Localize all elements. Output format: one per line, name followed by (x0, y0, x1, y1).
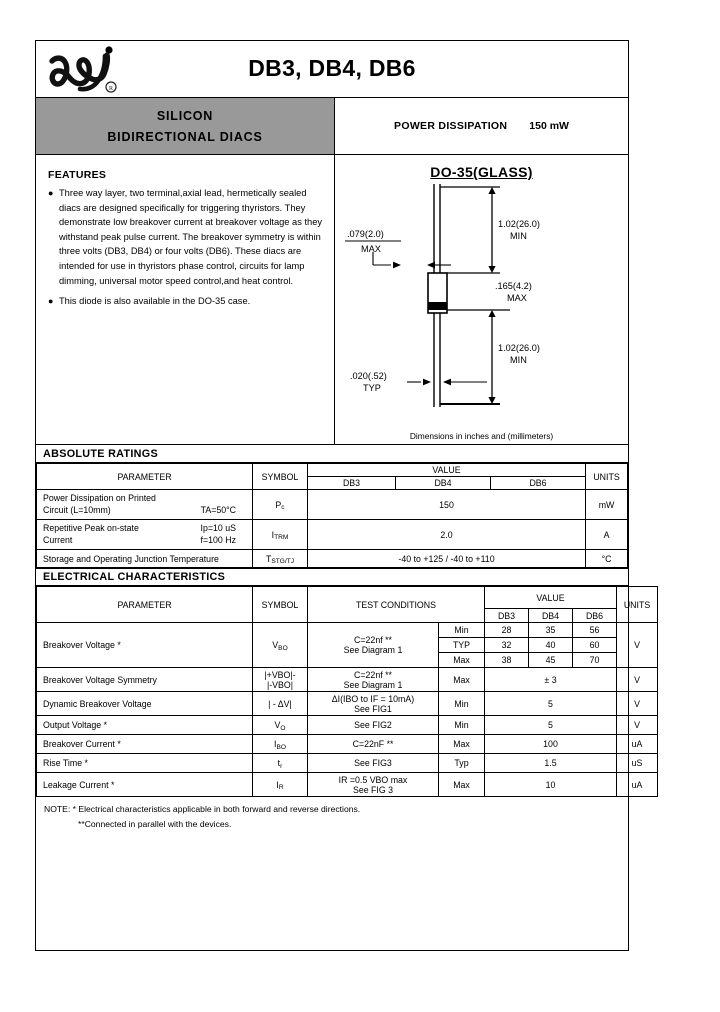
cell-qualifier: Max (439, 773, 485, 797)
cell-qualifier: Min (439, 623, 485, 638)
cond-line1: C=22nf ** (354, 669, 392, 680)
col-test-conditions: TEST CONDITIONS (308, 587, 485, 623)
cell-symbol: $V_{BO}$ (253, 623, 308, 668)
param-condition1: Ip=10 uS (200, 523, 236, 533)
feature-item (48, 294, 324, 309)
col-value: VALUE (308, 464, 586, 477)
dim-bottom-value: 1.02(26.0) (498, 343, 540, 353)
cell-symbol: $t_r$ (253, 754, 308, 773)
cell-qualifier: Max (439, 735, 485, 754)
note-line-2: **Connected in parallel with the devices. (78, 819, 232, 829)
cell-value-db4: 35 (529, 623, 573, 638)
table-row (37, 623, 658, 638)
col-db4: DB4 (529, 609, 573, 623)
dimension-units-note: Dimensions in inches and (millimeters) (409, 431, 554, 441)
cell-value: ± 3 (485, 668, 617, 692)
dim-bottom-qualifier: MIN (510, 355, 527, 365)
cond-line2: See Diagram 1 (343, 679, 403, 690)
col-parameter: PARAMETER (37, 464, 253, 490)
cell-parameter: Rise Time * (37, 754, 253, 773)
col-db3: DB3 (308, 477, 396, 490)
cell-units: A (586, 520, 628, 550)
cell-parameter: Storage and Operating Junction Temperature (37, 550, 253, 568)
table-row (37, 735, 658, 754)
electrical-characteristics-heading: ELECTRICAL CHARACTERISTICS (36, 568, 628, 586)
cond-line1: IR =0.5 VBO max (338, 774, 408, 785)
cell-symbol: $V_O$ (253, 716, 308, 735)
table-header-row (37, 587, 658, 609)
dim-top-value: 1.02(26.0) (498, 219, 540, 229)
cell-qualifier: Max (439, 668, 485, 692)
cell-value: 10 (485, 773, 617, 797)
cell-symbol: $P_c$ (253, 490, 308, 520)
title-bar (36, 41, 628, 98)
col-value: VALUE (485, 587, 617, 609)
product-type-box (36, 98, 335, 154)
cell-value: 2.0 (308, 520, 586, 550)
cond-line2: See FIG 3 (352, 784, 394, 795)
power-dissipation-box (335, 98, 628, 154)
package-panel (335, 155, 628, 444)
cell-value-db3: 28 (485, 623, 529, 638)
col-symbol: SYMBOL (253, 464, 308, 490)
cell-parameter: Breakover Voltage Symmetry (37, 668, 253, 692)
cell-parameter: Dynamic Breakover Voltage (37, 692, 253, 716)
table-row (37, 773, 658, 797)
absolute-ratings-heading: ABSOLUTE RATINGS (36, 445, 628, 463)
product-type-line2: BIDIRECTIONAL DIACS (107, 129, 263, 144)
cell-symbol: $T_{STG/TJ}$ (253, 550, 308, 568)
cond-line2: See Diagram 1 (343, 645, 403, 655)
table-header-row (37, 464, 628, 477)
dim-top-qualifier: MIN (510, 231, 527, 241)
cell-value-db6: 56 (573, 623, 617, 638)
cell-test-conditions: C=22nF ** (308, 735, 439, 754)
cell-test-conditions (308, 773, 439, 797)
cond-line1: ΔI(IBO to IF = 10mA) (331, 693, 415, 704)
col-db4: DB4 (396, 477, 491, 490)
feature-text: Three way layer, two terminal,axial lead, hermetically sealed diacs are designed specifically for triggering thyristors. They demonstrate low breakover current at breakover voltage as they withstand peak pulse current. The breakover symmetry is within three volts (DB3, DB4) or four volts (DB6). These diacs are intended for use in thyristors phase control, circuits for lamp dimming, universal motor speed control,and heat control. (59, 188, 323, 286)
features-panel (36, 155, 335, 444)
cell-units: V (617, 716, 658, 735)
cell-parameter: Breakover Current * (37, 735, 253, 754)
cell-value-db6: 60 (573, 638, 617, 653)
col-db6: DB6 (491, 477, 586, 490)
param-line2: Current (43, 534, 73, 545)
table-row (37, 668, 658, 692)
dim-lead-qualifier: TYP (363, 383, 381, 393)
cell-value: 1.5 (485, 754, 617, 773)
electrical-characteristics-table (36, 586, 658, 797)
param-line2: Circuit (L=10mm) (43, 504, 111, 515)
cell-units: uA (617, 735, 658, 754)
dim-left-value: .079(2.0) (347, 229, 384, 239)
features-and-package-section (36, 155, 628, 445)
cell-units: V (617, 623, 658, 668)
cell-qualifier: Min (439, 716, 485, 735)
cell-test-conditions: See FIG3 (308, 754, 439, 773)
note-line-1: NOTE: * Electrical characteristics applicable in both forward and reverse directions. (44, 804, 361, 814)
symbol-line2: |-VBO| (266, 679, 294, 690)
cell-value-db4: 45 (529, 653, 573, 668)
cell-symbol (253, 668, 308, 692)
cell-parameter (37, 490, 253, 520)
dim-left-qualifier: MAX (361, 244, 381, 254)
cell-value: 5 (485, 716, 617, 735)
datasheet-page (35, 40, 651, 951)
cell-units: °C (586, 550, 628, 568)
notes-section (36, 797, 628, 832)
cell-parameter: Output Voltage * (37, 716, 253, 735)
dim-lead-value: .020(.52) (350, 371, 387, 381)
table-row (37, 716, 658, 735)
cell-units: uA (617, 773, 658, 797)
cell-qualifier: Min (439, 692, 485, 716)
feature-item (48, 186, 324, 288)
cell-value: 150 (308, 490, 586, 520)
dim-body-qualifier: MAX (507, 293, 527, 303)
dim-body-value: .165(4.2) (495, 281, 532, 291)
page-title: DB3, DB4, DB6 (248, 55, 416, 81)
param-condition2: f=100 Hz (200, 534, 236, 545)
power-dissipation-label: POWER DISSIPATION (394, 120, 508, 132)
cell-value-db3: 32 (485, 638, 529, 653)
cell-parameter (37, 520, 253, 550)
cond-line1: C=22nf ** (354, 635, 392, 645)
table-row (37, 520, 628, 550)
cell-qualifier: Typ (439, 754, 485, 773)
power-dissipation-value: 150 mW (529, 120, 569, 132)
param-condition: TA=50°C (200, 504, 236, 515)
bullet-icon: ● (48, 296, 54, 307)
cell-symbol: $I_{TRM}$ (253, 520, 308, 550)
cell-value: 100 (485, 735, 617, 754)
cell-units: mW (586, 490, 628, 520)
symbol-line1: |+VBO|- (264, 669, 296, 680)
cell-symbol: $I_{BO}$ (253, 735, 308, 754)
cell-test-conditions (308, 668, 439, 692)
table-row (37, 754, 658, 773)
cell-qualifier: TYP (439, 638, 485, 653)
cell-units: uS (617, 754, 658, 773)
bullet-icon: ● (48, 188, 54, 198)
cond-line2: See FIG1 (354, 703, 392, 714)
col-parameter: PARAMETER (37, 587, 253, 623)
cell-qualifier: Max (439, 653, 485, 668)
cell-value-db6: 70 (573, 653, 617, 668)
product-type-line1: SILICON (156, 108, 214, 123)
col-db3: DB3 (485, 609, 529, 623)
package-outline-drawing (335, 179, 628, 419)
svg-text:R: R (108, 86, 114, 93)
absolute-ratings-table (36, 463, 628, 568)
cell-test-conditions: See FIG2 (308, 716, 439, 735)
cell-value: 5 (485, 692, 617, 716)
col-symbol: SYMBOL (253, 587, 308, 623)
table-row (37, 490, 628, 520)
cell-test-conditions (308, 692, 439, 716)
product-band (36, 98, 628, 155)
cell-parameter: Breakover Voltage * (37, 623, 253, 668)
param-line1: Power Dissipation on Printed (43, 493, 156, 503)
features-heading: FEATURES (48, 169, 107, 181)
table-row (37, 550, 628, 568)
feature-text: This diode is also available in the DO-35 case. (59, 296, 251, 307)
col-units: UNITS (586, 464, 628, 490)
col-units: UNITS (617, 587, 658, 623)
cell-parameter: Leakage Current * (37, 773, 253, 797)
package-title: DO-35(GLASS) (430, 164, 533, 180)
cell-units: V (617, 668, 658, 692)
cell-symbol: $I_R$ (253, 773, 308, 797)
cell-symbol: | - ΔV| (253, 692, 308, 716)
cell-test-conditions (308, 623, 439, 668)
cell-value-db4: 40 (529, 638, 573, 653)
col-db6: DB6 (573, 609, 617, 623)
param-line1: Repetitive Peak on-state (43, 523, 139, 533)
cell-value: -40 to +125 / -40 to +110 (308, 550, 586, 568)
cell-units: V (617, 692, 658, 716)
table-row (37, 692, 658, 716)
cell-value-db3: 38 (485, 653, 529, 668)
